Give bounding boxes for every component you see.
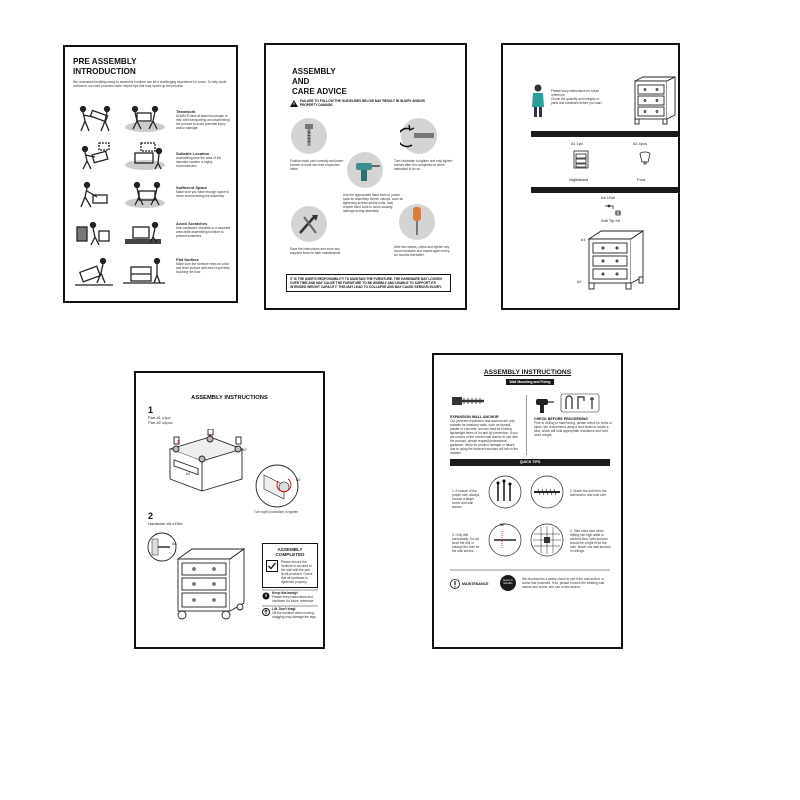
- part2-name: Foot: [637, 177, 646, 182]
- anti-tip-kit-icon: [603, 203, 623, 217]
- page1-title: PRE ASSEMBLY INTRODUCTION: [73, 57, 137, 76]
- hardware-bar: [531, 187, 680, 193]
- tip-4: 4. Take extra care when drilling into high walls or ceramic tiles. Wall anchors should be a tight fit for the hole. Never use wall anchors in ceilings.: [570, 529, 611, 553]
- person-illustration: [527, 83, 549, 119]
- tip-3: 3. Only drill horizontally. Do not force the drill or enlarge the hole for the wall anchor.: [452, 533, 480, 553]
- part2-qty: #2 4pcs: [633, 141, 648, 146]
- tile-wall-icon: [530, 523, 564, 557]
- drill-bit-icon: [530, 475, 564, 509]
- label-hardware-a: #A: [172, 541, 177, 546]
- tip-save: Save the instructions and store any supplied tools for later maintenance.: [290, 247, 342, 255]
- six-months-badge: Every 6 Months: [500, 575, 516, 591]
- foot-detail-circle: [254, 463, 300, 509]
- lift-icon: [262, 608, 270, 616]
- page2-footer-box: IT IS THE USER'S RESPONSIBILITY TO MAINTAIN THE FURNITURE. THE HARDWARE MAY LOOSEN OVER TIME AND MAY CAUSE THE FURNITURE TO BE WOBBLY AND UNABLE TO SUPPORT ITS INTENDED WEIGHT CAPACITY. THIS MAY LEAD TO COLLAPSE AND MAY CAUSE SERIOUS INJURY.: [286, 274, 451, 292]
- hardware-qty: #A 1Set: [601, 195, 616, 200]
- note-lift: Lift, Don't drag! Lift the furniture when moving; dragging may damage the legs.: [272, 607, 317, 619]
- part1-qty: #1 1pc: [571, 141, 584, 146]
- page2-title: ASSEMBLY AND CARE ADVICE: [292, 67, 347, 96]
- scratches-illustration: [73, 217, 168, 249]
- page-pre-assembly: [63, 45, 238, 303]
- quick-tips-bar: QUICK TIPS: [450, 459, 610, 466]
- label-part2: #2: [242, 447, 247, 452]
- tools-icon: [290, 205, 328, 243]
- part1-name: Nightstand: [569, 177, 589, 182]
- page-parts-list: [501, 43, 680, 310]
- completed-nightstand: [176, 547, 246, 623]
- maintenance-label: MAINTENANCE: [462, 582, 489, 586]
- label-part2b: #2: [296, 477, 301, 482]
- page-wall-mounting: [432, 353, 623, 649]
- section-location: Suitable Location Assembling near the area of the intended location is highly recommended.: [176, 151, 222, 168]
- wire-pipe-icons: [560, 393, 600, 413]
- label-part1: #1: [186, 471, 191, 476]
- maintenance-body: We recommend a yearly check to see if the wall anchor or screw has loosened. If so, please remove the existing wall anchor and screw, and use a new anchor.: [522, 577, 605, 589]
- section-teamwork: Teamwork ALWAYS have at least two people to help with transporting and assembling the product to avoid potential injury and/or damage.: [176, 109, 230, 130]
- check-section: CHECK BEFORE PROCEEDING Prior to drilling or hammering, please check for wires or pipes. We recommend using a stud finder to locate a stud, which will hold appropriate resistance and hold more weight.: [534, 417, 612, 437]
- step1-number: 1: [148, 405, 154, 415]
- anchor-section: EXPANSION WALL ANCHOR Our provided expansion wall anchors are only suitable for masonry walls, such as drywall, plaster or concrete, and are best for holding lightweight items or for anti-tip prevention. If you are unsure of the correct wall anchor to use with the product, please request professional guidance. Verify for product damage or failure due to using the incorrect anchors will fall on the installer.: [450, 415, 519, 455]
- screws-anchors-icon: [488, 475, 522, 509]
- drill-wall-icon: [534, 393, 556, 415]
- page3-bullets: Please keep instructions for future reference. Check the quantity and integrity of parts and hardware before you start.: [551, 89, 603, 105]
- tip-tools: Use the appropriate hand tools or power tools for assembly. Bench clamps, such as tightening screws and/or bolts, may require hand tools to avoid causing damage during assembly.: [343, 193, 403, 213]
- page1-intro: We understand building ready to assemble furniture can be a challenging experience for some. To help avoid confusion, we have provided some helpful tips that may speed up the process.: [73, 80, 227, 88]
- page5-subtitle: Wall Mounting and Fixing: [506, 379, 554, 385]
- label-part1: #1: [581, 237, 586, 242]
- screwdriver-icon: [398, 203, 436, 241]
- turn-note: Turn right (clockwise) to tighten: [254, 510, 299, 514]
- page5-title: ASSEMBLY INSTRUCTIONS: [483, 369, 572, 376]
- screw-icon: [290, 117, 328, 155]
- label-part2: #2: [577, 279, 582, 284]
- assembly-completed-box: ASSEMBLY COMPLETED Please ensure the furniture is secured to the wall with the anti-tip kit provided. Check that all hardware is tightened properly.: [262, 543, 318, 588]
- clockwise-icon: [400, 117, 438, 155]
- page-care-advice: [264, 43, 467, 310]
- tip-position: Position each part correctly and insert screws or bolts into their respective holes.: [290, 159, 344, 171]
- assembled-nightstand: [587, 229, 645, 295]
- tip-2: 2. Match the drill bit to the wall anchor and hole size.: [570, 489, 607, 497]
- note-keep-handy: Keep this handy! Please keep instructions and hardware for future reference.: [272, 591, 315, 603]
- section-flat-surface: Flat Surface Make sure the furniture rests on a flat and level surface with each leg evenly touching the floor.: [176, 257, 230, 274]
- nightstand-hero: [633, 75, 677, 127]
- step2-hardware: Hardware #A x1Set: [148, 521, 183, 526]
- wall-anchor-detail: [146, 531, 178, 563]
- section-space: Sufficient Space Make sure you have enough space to move around during the assembly.: [176, 185, 230, 198]
- foot-part-icon: [639, 151, 651, 165]
- upside-down-nightstand: [166, 429, 246, 495]
- page2-warning: FAILURE TO FOLLOW THE GUIDELINES BELOW MAY RESULT IN INJURY AND/OR PROPERTY DAMAGE.: [300, 99, 425, 107]
- location-illustration: [73, 141, 168, 173]
- wall-anchor-icon: [450, 393, 486, 409]
- keep-handy-icon: [262, 592, 270, 600]
- hardware-name: Anti Tip Kit: [601, 218, 621, 223]
- section-scratches: Avoid Scratches Use cardboard, blankets or a carpeted area while assembling furniture to prevent scratches.: [176, 221, 231, 238]
- tip-1: 1. If unsure of the proper size, always choose a larger screw and wall anchor.: [452, 489, 480, 509]
- teamwork-illustration: [73, 103, 168, 135]
- page-assembly-instructions: [134, 371, 325, 649]
- drill-icon: [346, 151, 384, 189]
- step1-parts: Part #1 x1pc Part #2 x4pcs: [148, 415, 173, 425]
- space-illustration: [73, 179, 168, 211]
- checkmark-icon: [266, 560, 278, 584]
- nightstand-part-icon: [573, 149, 591, 171]
- tip-clockwise: Turn clockwise to tighten and only tighten screws after it is completed or when instructed to do so.: [394, 159, 453, 171]
- parts-bar: [531, 131, 680, 137]
- warning-icon: [290, 100, 298, 107]
- maintenance-icon: [450, 579, 460, 589]
- horizontal-drill-icon: [488, 523, 522, 557]
- tip-maintenance: After two weeks, check and tighten any loose hardware and repeat again every six months thereafter.: [394, 245, 450, 257]
- page4-title: ASSEMBLY INSTRUCTIONS: [191, 395, 268, 401]
- flat-surface-illustration: [73, 255, 168, 289]
- angle-label: 90°: [500, 523, 505, 527]
- step2-number: 2: [148, 511, 154, 521]
